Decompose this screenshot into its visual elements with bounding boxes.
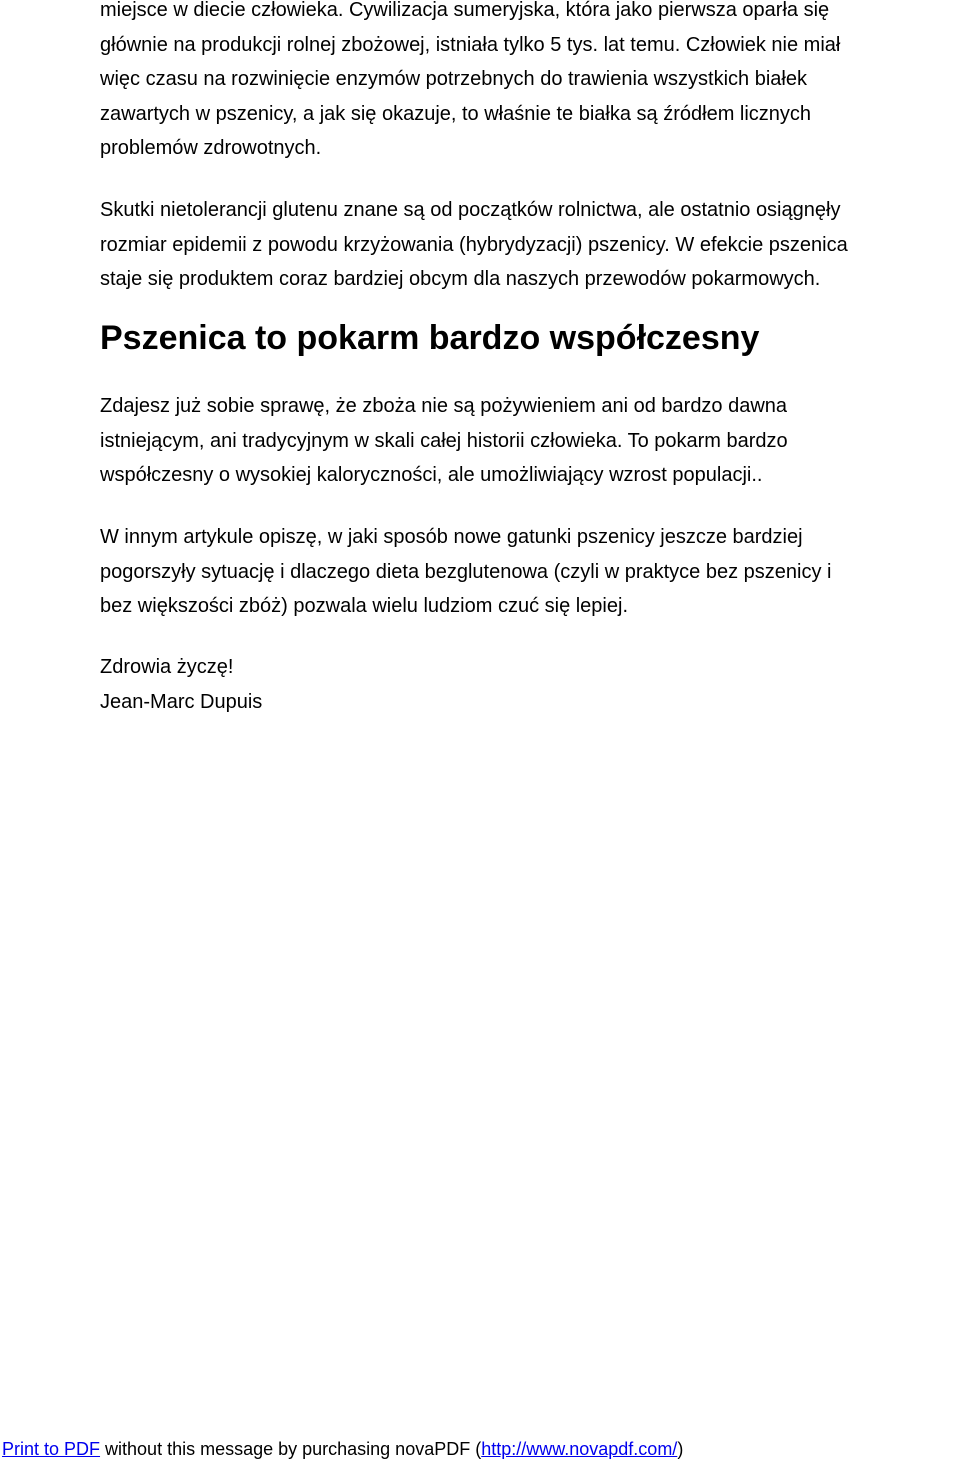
paragraph-line: staje się produktem coraz bardziej obcym dla naszych przewodów pokarmowych.	[100, 268, 821, 290]
paragraph-line: miejsce w diecie człowieka. Cywilizacja sumeryjska, która jako pierwsza oparła się	[100, 0, 830, 21]
paragraph-line: głównie na produkcji rolnej zbożowej, istniała tylko 5 tys. lat temu. Człowiek nie miał	[100, 33, 841, 56]
paragraph-sumerian	[100, 0, 960, 166]
section-heading: Pszenica to pokarm bardzo współczesny	[100, 319, 760, 357]
paragraph-line: bez większości zbóż) pozwala wielu ludziom czuć się lepiej.	[100, 595, 628, 617]
closing-block	[100, 650, 960, 719]
paragraph-line: istniejącym, ani tradycyjnym w skali całej historii człowieka. To pokarm bardzo	[100, 429, 788, 452]
pdf-footer	[2, 1437, 683, 1461]
paragraph-gluten-effects	[100, 193, 960, 297]
paragraph-next-article	[100, 520, 960, 624]
closing-greeting: Zdrowia życzę!	[100, 656, 234, 678]
paragraph-line: współczesny o wysokiej kaloryczności, ale umożliwiający wzrost populacji..	[100, 464, 763, 486]
footer-closing-paren: )	[677, 1439, 684, 1459]
paragraph-line: Zdajesz już sobie sprawę, że zboża nie są pożywieniem ani od bardzo dawna	[100, 395, 788, 417]
paragraph-line: pogorszyły sytuację i dlaczego dieta bezglutenowa (czyli w praktyce bez pszenicy i	[100, 560, 832, 583]
novapdf-url-link[interactable]: http://www.novapdf.com/	[481, 1439, 678, 1459]
signature: Jean-Marc Dupuis	[100, 690, 263, 713]
paragraph-line: rozmiar epidemii z powodu krzyżowania (hybrydyzacji) pszenicy. W efekcie pszenica	[100, 233, 848, 256]
paragraph-line: zawartych w pszenicy, a jak się okazuje, to właśnie te białka są źródłem licznych	[100, 102, 812, 125]
print-to-pdf-link[interactable]: Print to PDF	[2, 1439, 101, 1459]
paragraph-modern-food	[100, 389, 960, 493]
footer-message: without this message by purchasing novaPDF (	[100, 1439, 482, 1459]
paragraph-line: problemów zdrowotnych.	[100, 137, 322, 159]
paragraph-line: W innym artykule opiszę, w jaki sposób nowe gatunki pszenicy jeszcze bardziej	[100, 526, 803, 548]
paragraph-line: Skutki nietolerancji glutenu znane są od początków rolnictwa, ale ostatnio osiągnęły	[100, 199, 841, 221]
paragraph-line: więc czasu na rozwinięcie enzymów potrzebnych do trawienia wszystkich białek	[100, 68, 807, 90]
